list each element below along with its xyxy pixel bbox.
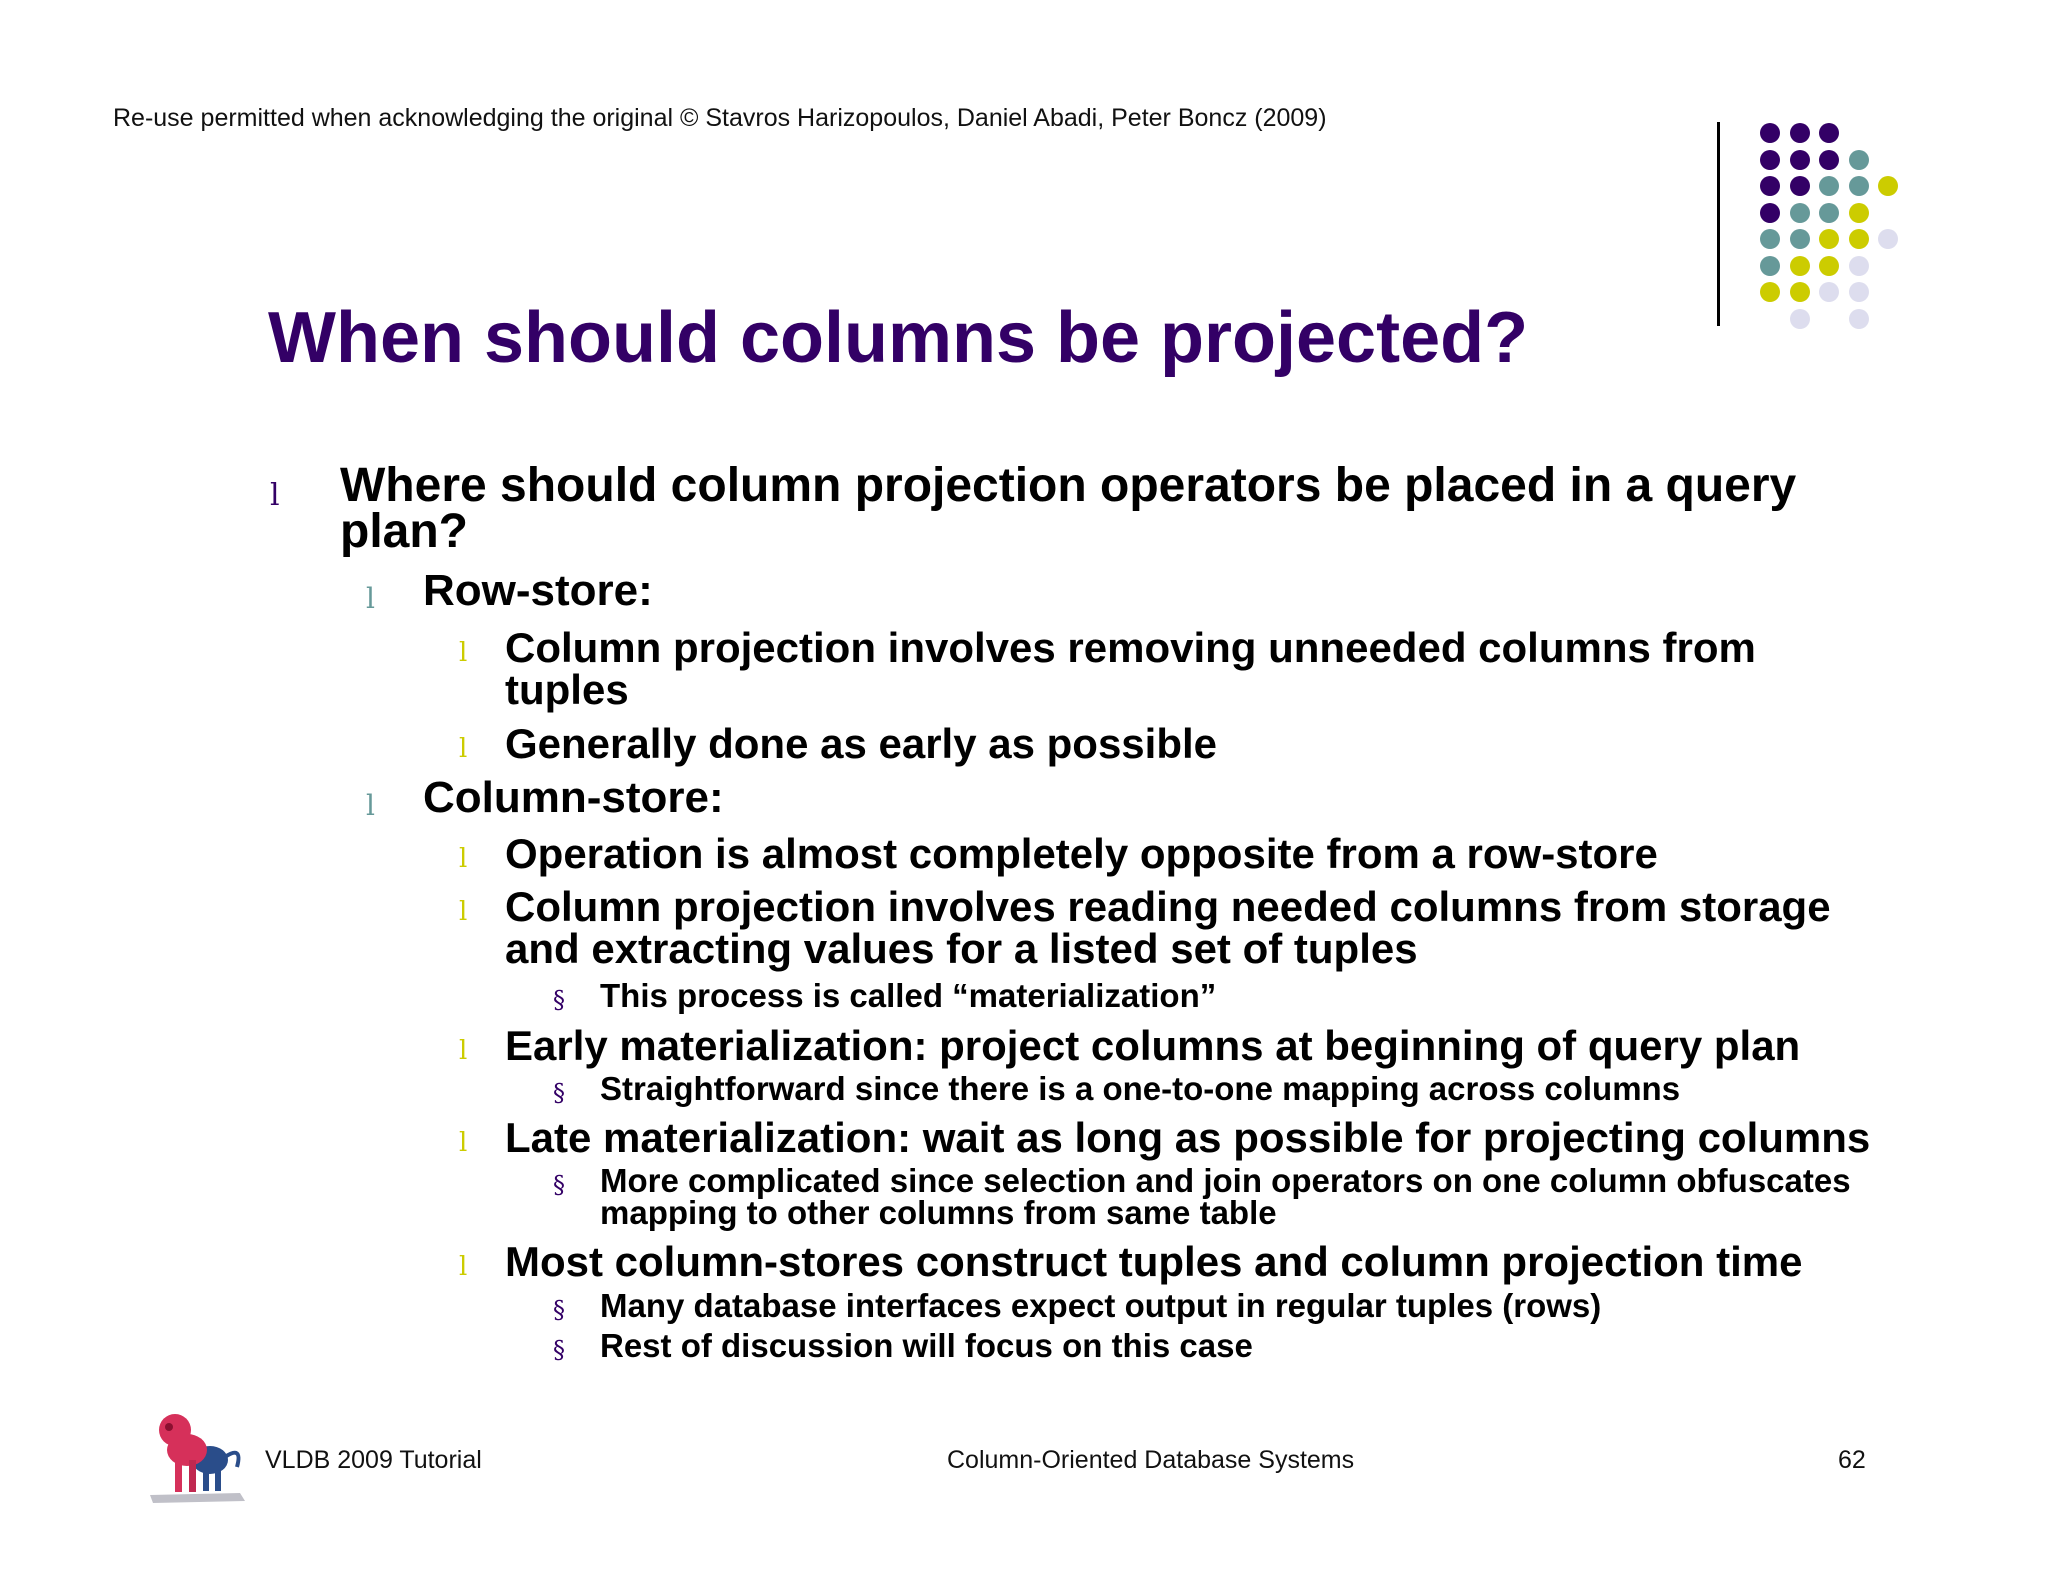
sub-bullet-icon: § [553,1171,565,1199]
bullet-text-line: Where should column projection operators be placed in a query [340,459,1797,512]
sub-bullet-icon: § [553,1296,565,1324]
bullet-item [600,1327,1253,1364]
bullet-item [505,1114,1871,1161]
bullet-text-line: Many database interfaces expect output in regular tuples (rows) [600,1287,1602,1324]
bullet-icon: l [459,638,468,668]
bullet-item [423,773,724,822]
slide-title: When should columns be projected? [268,298,1529,378]
bullet-text-line: Generally done as early as possible [505,720,1218,767]
bullet-text-line: Most column-stores construct tuples and column projection time [505,1238,1803,1285]
bullet-item [505,1238,1803,1285]
bullet-item [505,830,1658,877]
bullet-icon: l [459,1036,468,1066]
bullet-text-line: Early materialization: project columns at beginning of query plan [505,1022,1801,1069]
bullet-text-line: Rest of discussion will focus on this case [600,1327,1253,1364]
sub-bullet-icon: § [553,1079,565,1107]
bullet-icon: l [366,582,375,615]
lion-logo-icon [145,1405,255,1505]
bullet-item [423,566,653,615]
footer-center: Column-Oriented Database Systems [947,1446,1355,1474]
bullet-text-line: tuples [505,666,629,713]
bullet-item [600,1162,1851,1231]
bullet-text-line: plan? [340,505,468,558]
bullet-text-line: Late materialization: wait as long as possible for projecting columns [505,1114,1871,1161]
bullet-text-line: This process is called “materialization” [600,977,1217,1014]
page-number: 62 [1838,1446,1866,1474]
sub-bullet-icon: § [553,1336,565,1364]
bullet-icon: l [270,478,280,513]
bullet-text-line: More complicated since selection and join operators on one column obfuscates [600,1162,1851,1199]
bullet-item [505,883,1831,972]
bullet-item [340,459,1797,558]
bullet-icon: l [459,844,468,874]
bullet-item [600,1287,1602,1324]
bullet-text-line: Column projection involves reading needed columns from storage [505,883,1831,930]
bullet-icon: l [459,1128,468,1158]
bullet-text-line: Column projection involves removing unneeded columns from [505,624,1756,671]
bullet-text-line: Column-store: [423,773,724,822]
bullet-item [505,720,1218,767]
bullet-icon: l [459,1252,468,1282]
bullet-text-line: Straightforward since there is a one-to-one mapping across columns [600,1070,1681,1107]
bullet-text-line: Operation is almost completely opposite from a row-store [505,830,1658,877]
bullet-icon: l [459,897,468,927]
bullet-icon: l [459,734,468,764]
bullet-icon: l [366,789,375,822]
bullet-text-line: mapping to other columns from same table [600,1194,1277,1231]
bullet-text-line: and extracting values for a listed set of tuples [505,925,1418,972]
copyright-notice: Re-use permitted when acknowledging the original © Stavros Harizopoulos, Daniel Abadi, Peter Boncz (2009) [113,104,1327,132]
bullet-item [600,977,1217,1014]
sub-bullet-icon: § [553,986,565,1014]
bullet-item [505,624,1756,713]
bullet-item [505,1022,1801,1069]
footer-left: VLDB 2009 Tutorial [265,1446,482,1474]
bullet-text-line: Row-store: [423,566,653,615]
bullet-item [600,1070,1681,1107]
